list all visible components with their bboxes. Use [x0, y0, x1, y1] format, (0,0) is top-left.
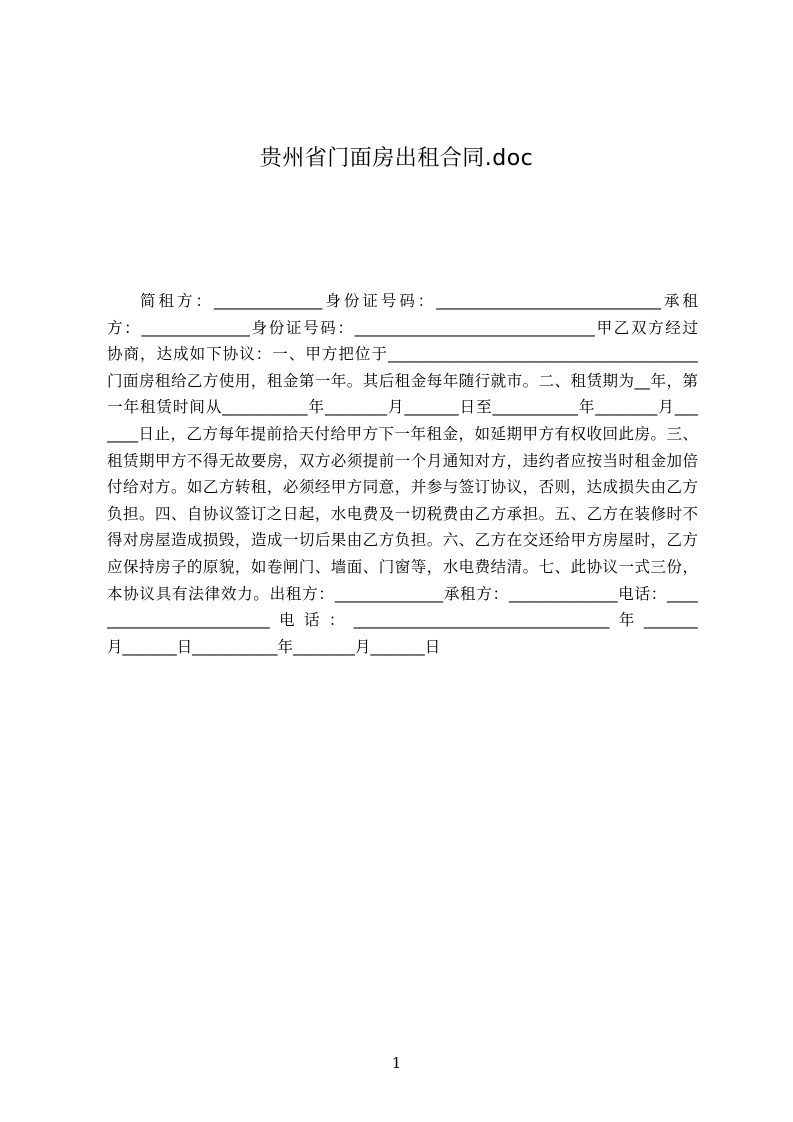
body-line: ____日止，乙方每年提前拾天付给甲方下一年租金，如延期甲方有权收回此房。三、: [107, 424, 698, 443]
body-line: 门面房租给乙方使用，租金第一年。其后租金每年随行就市。二、租赁期为__年，第: [107, 371, 698, 390]
body-line: 得对房屋造成损毁，造成一切后果由乙方负担。六、乙方在交还给甲方房屋时，乙方: [107, 531, 698, 550]
body-line: 一年租赁时间从___________年________月_______日至___________年________月___: [107, 398, 698, 417]
body-line: 方：______________身份证号码：_______________________________甲乙双方经过: [107, 318, 698, 337]
body-line: 负担。四、自协议签订之日起，水电费及一切税费由乙方承担。五、乙方在装修时不: [107, 504, 698, 523]
body-line: 简租方：______________身份证号码：_____________________________承租: [140, 292, 698, 310]
body-line: 本协议具有法律效力。出租方：______________承租方：______________电话：____: [107, 584, 698, 603]
document-title: 贵州省门面房出租合同.doc: [259, 146, 534, 171]
body-line: 月_______日___________年________月_______日: [107, 637, 441, 656]
page-number: 1: [391, 1054, 402, 1072]
body-line: 应保持房子的原貌，如卷闸门、墙面、门窗等，水电费结清。七、此协议一式三份，: [107, 557, 698, 576]
body-line: 租赁期甲方不得无故要房，双方必须提前一个月通知对方，违约者应按当时租金加倍: [107, 451, 698, 470]
body-line: 付给对方。如乙方转租，必须经甲方同意，并参与签订协议，否则，达成损失由乙方: [107, 478, 698, 497]
body-line: 协商，达成如下协议：一、甲方把位于________________________________________: [107, 345, 698, 364]
body-line: _____________________电话：_________________________________年_______: [107, 611, 698, 630]
contract-body: [107, 288, 698, 660]
